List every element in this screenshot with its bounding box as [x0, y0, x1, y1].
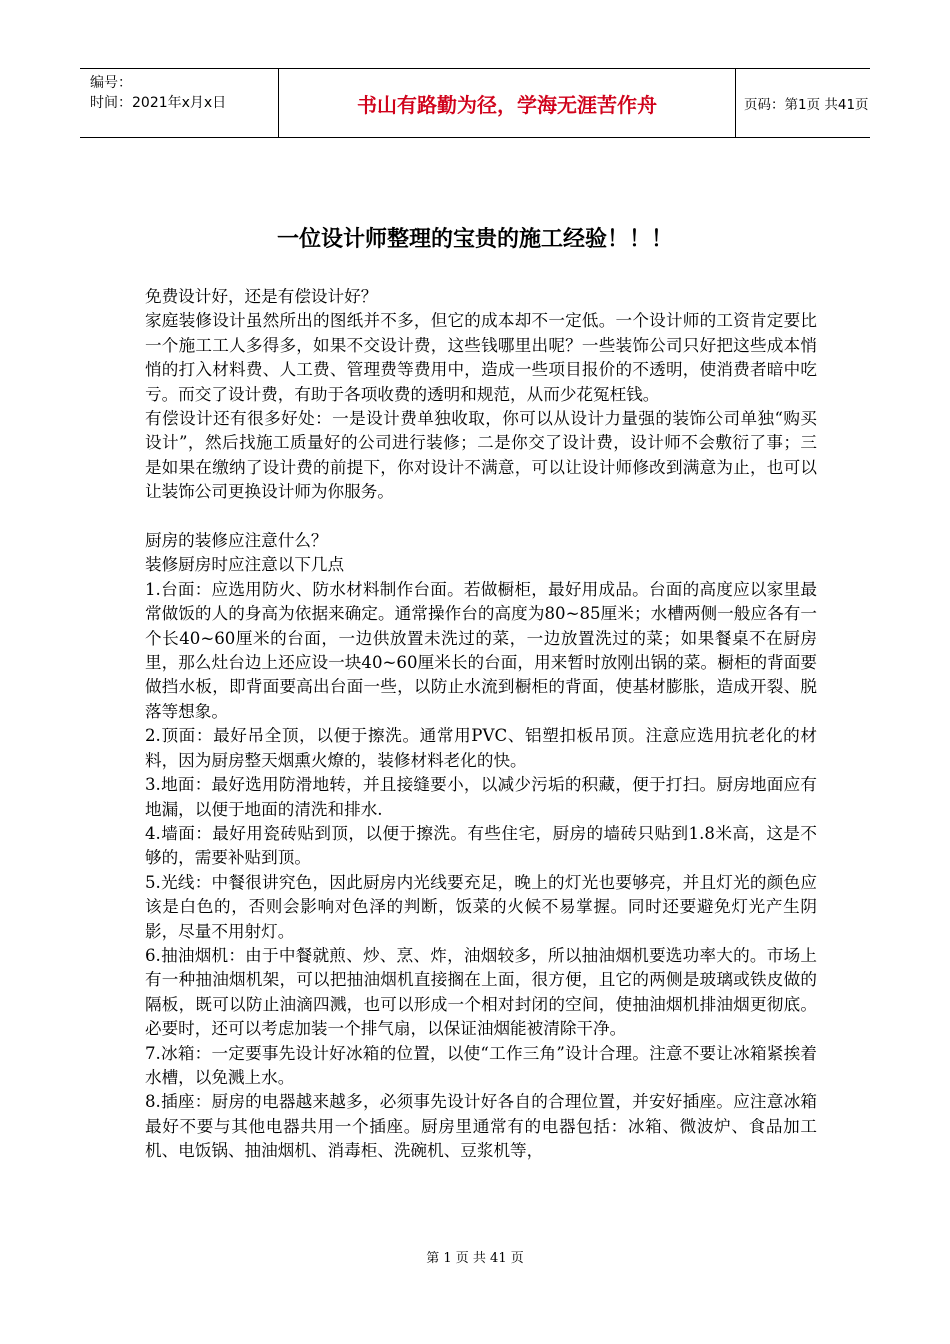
paragraph: 5.光线：中餐很讲究色，因此厨房内光线要充足，晚上的灯光也要够亮，并且灯光的颜色应该是白色的，否则会影响对色泽的判断，饭菜的火候不易掌握。同时还要避免灯光产生阴影，尽量不用射灯。 — [145, 872, 817, 941]
header-motto: 书山有路勤为径，学海无涯苦作舟 — [357, 92, 657, 117]
paragraph: 6.抽油烟机：由于中餐就煎、炒、烹、炸，油烟较多，所以抽油烟机要选功率大的。市场上有一种抽油烟机架，可以把抽油烟机直接搁在上面，很方便，且它的两侧是玻璃或铁皮做的隔板，既可以防止油滴四溅，也可以形成一个相对封闭的空间，使抽油烟机排油烟更彻底。必要时，还可以考虑加装一个排气扇，以保证油烟能被清除干净。 — [145, 945, 817, 1039]
paragraph: 8.插座：厨房的电器越来越多，必须事先设计好各自的合理位置，并安好插座。应注意冰箱最好不要与其他电器共用一个插座。厨房里通常有的电器包括：冰箱、微波炉、食品加工机、电饭锅、抽油烟机、消毒柜、洗碗机、豆浆机等， — [145, 1092, 817, 1161]
document-title: 一位设计师整理的宝贵的施工经验！！！ — [276, 227, 673, 252]
doc-time-label: 时间：2021年x月x日 — [90, 95, 227, 111]
paragraph-spacer — [145, 505, 817, 529]
paragraph: 4.墙面：最好用瓷砖贴到顶，以便于擦洗。有些住宅，厨房的墙砖只贴到1.8米高，这是不够的，需要补贴到顶。 — [145, 823, 817, 868]
doc-number-label: 编号： — [90, 75, 132, 91]
page-header — [80, 68, 870, 138]
paragraph: 厨房的装修应注意什么？ — [145, 531, 328, 551]
paragraph: 家庭装修设计虽然所出的图纸并不多，但它的成本却不一定低。一个设计师的工资肯定要比一个施工工人多得多，如果不交设计费，这些钱哪里出呢？一些装饰公司只好把这些成本悄悄的打入材料费、人工费、管理费等费用中，造成一些项目报价的不透明，使消费者暗中吃亏。而交了设计费，有助于各项收费的透明和规范，从而少花冤枉钱。 — [145, 311, 817, 404]
paragraph: 3.地面：最好选用防滑地转，并且接缝要小，以减少污垢的积藏，便于打扫。厨房地面应有地漏，以便于地面的清洗和排水. — [145, 775, 817, 819]
paragraph: 7.冰箱：一定要事先设计好冰箱的位置，以使“工作三角”设计合理。注意不要让冰箱紧挨着水槽，以免溅上水。 — [145, 1043, 817, 1087]
paragraph: 装修厨房时应注意以下几点 — [145, 555, 345, 575]
paragraph: 1.台面：应选用防火、防水材料制作台面。若做橱柜，最好用成品。台面的高度应以家里最常做饭的人的身高为依据来确定。通常操作台的高度为80~85厘米；水槽两侧一般应各有一个长40~60厘米的台面，一边供放置未洗过的菜，一边放置洗过的菜；如果餐桌不在厨房里，那么灶台边上还应设一块40~60厘米长的台面，用来暂时放刚出锅的菜。橱柜的背面要做挡水板，即背面要高出台面一些，以防止水流到橱柜的背面，使基材膨胀，造成开裂、脱落等想象。 — [145, 579, 817, 721]
paragraph: 2.顶面：最好吊全顶，以便于擦洗。通常用PVC、铝塑扣板吊顶。注意应选用抗老化的材料，因为厨房整天烟熏火燎的，装修材料老化的快。 — [145, 726, 817, 770]
page-footer: 第 1 页 共 41 页 — [426, 1251, 524, 1266]
paragraph: 有偿设计还有很多好处：一是设计费单独收取，你可以从设计力量强的装饰公司单独“购买设计”，然后找施工质量好的公司进行装修；二是你交了设计费，设计师不会敷衍了事；三是如果在缴纳了设计费的前提下，你对设计不满意，可以让设计师修改到满意为止，也可以让装饰公司更换设计师为你服务。 — [145, 409, 817, 502]
document-body — [145, 285, 817, 1164]
header-meta — [80, 69, 279, 137]
header-motto-cell — [279, 69, 736, 137]
header-page-code: 页码：第1页 共41页 — [744, 97, 869, 113]
paragraph: 免费设计好，还是有偿设计好？ — [145, 287, 378, 306]
